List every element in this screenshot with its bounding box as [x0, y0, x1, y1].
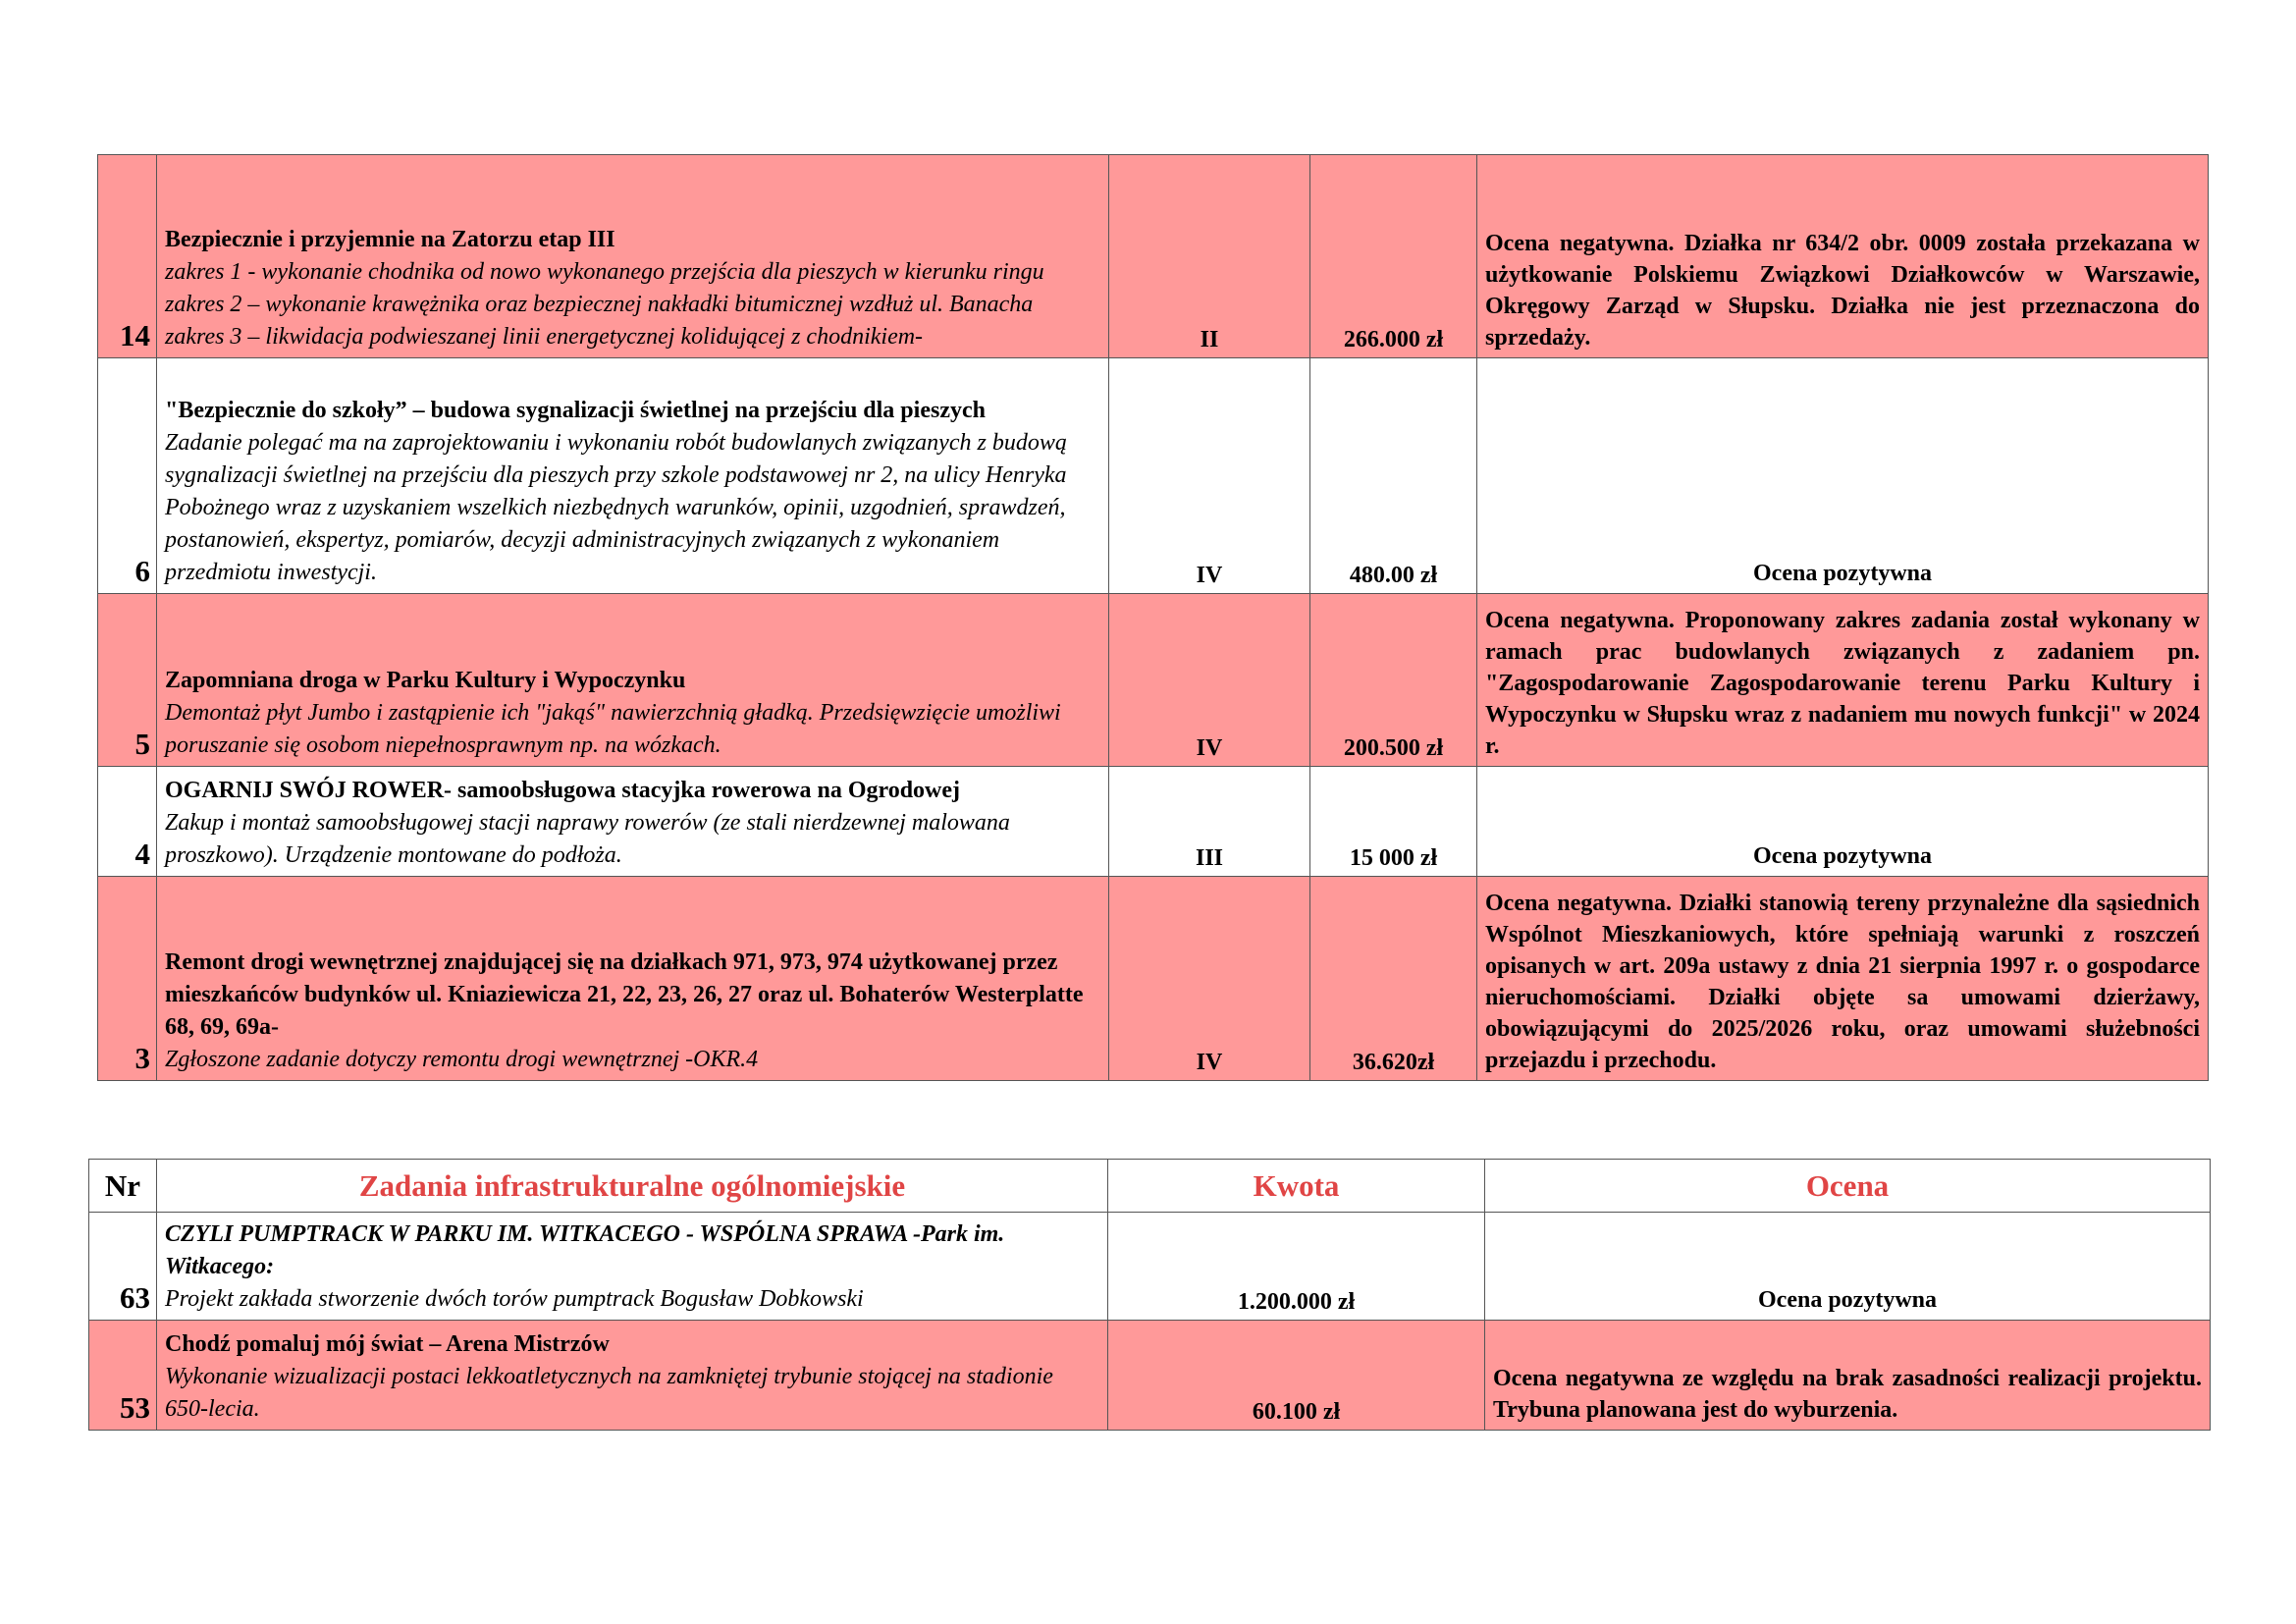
project-title: CZYLI PUMPTRACK W PARKU IM. WITKACEGO - WSPÓLNA SPRAWA -Park im. Witkacego:: [165, 1221, 1005, 1279]
project-details: Projekt zakłada stworzenie dwóch torów pumptrack Bogusław Dobkowski: [165, 1286, 864, 1312]
project-category: II: [1109, 155, 1310, 358]
project-category: IV: [1109, 877, 1310, 1081]
project-description: [157, 155, 1109, 358]
header-nr: Nr: [89, 1160, 157, 1213]
project-evaluation: Ocena negatywna. Proponowany zakres zadania został wykonany w ramach prac budowlanych związanych z zadaniem pn. "Zagospodarowanie Zagospodarowanie terenu Parku Kultury i Wypoczynku w Słupsku wraz z nadaniem mu nowych funkcji" w 2024 r.: [1477, 594, 2209, 767]
projects-table-top: [97, 154, 2209, 1081]
table-row: [98, 358, 2209, 594]
project-evaluation: Ocena negatywna. Działka nr 634/2 obr. 0009 została przekazana w użytkowanie Polskiemu Związkowi Działkowców w Warszawie, Okręgowy Zarząd w Słupsku. Działka nie jest przeznaczona do sprzedaży.: [1477, 155, 2209, 358]
project-evaluation: Ocena pozytywna: [1477, 767, 2209, 877]
project-category: IV: [1109, 358, 1310, 594]
project-amount: 200.500 zł: [1310, 594, 1477, 767]
project-category: IV: [1109, 594, 1310, 767]
table-row: [98, 767, 2209, 877]
project-scope-1: zakres 1 - wykonanie chodnika od nowo wykonanego przejścia dla pieszych w kierunku ringu: [165, 259, 1044, 285]
projects-table-citywide: [88, 1159, 2211, 1431]
header-amount: Kwota: [1108, 1160, 1485, 1213]
project-amount: 15 000 zł: [1310, 767, 1477, 877]
project-description: [157, 767, 1109, 877]
project-number: 3: [98, 877, 157, 1081]
project-description: [157, 1213, 1108, 1321]
project-number: 4: [98, 767, 157, 877]
project-number: 14: [98, 155, 157, 358]
project-title: OGARNIJ SWÓJ ROWER- samoobsługowa stacyjka rowerowa na Ogrodowej: [165, 778, 961, 803]
project-number: 53: [89, 1321, 157, 1431]
project-scope-3: zakres 3 – likwidacja podwieszanej linii energetycznej kolidującej z chodnikiem-: [165, 324, 924, 350]
header-task: Zadania infrastrukturalne ogólnomiejskie: [157, 1160, 1108, 1213]
project-evaluation: Ocena pozytywna: [1477, 358, 2209, 594]
table-row: [98, 877, 2209, 1081]
table-row: [98, 594, 2209, 767]
project-details: Zadanie polegać ma na zaprojektowaniu i wykonaniu robót budowlanych związanych z budową sygnalizacji świetlnej na przejściu dla pieszych przy szkole podstawowej nr 2, na ulicy Henryka Pobożnego wraz z uzyskaniem wszelkich niezbędnych warunków, opinii, uzgodnień, sprawdzeń, postanowień, ekspertyz, pomiarów, decyzji administracyjnych związanych z wykonaniem przedmiotu inwestycji.: [165, 430, 1067, 585]
project-details: Zakup i montaż samoobsługowej stacji naprawy rowerów (ze stali nierdzewnej malowana proszkowo). Urządzenie montowane do podłoża.: [165, 810, 1010, 868]
project-details: Wykonanie wizualizacji postaci lekkoatletycznych na zamkniętej trybunie stojącej na stadionie 650-lecia.: [165, 1364, 1053, 1422]
table-row: [89, 1213, 2211, 1321]
project-evaluation: Ocena negatywna ze względu na brak zasadności realizacji projektu. Trybuna planowana jest do wyburzenia.: [1485, 1321, 2211, 1431]
project-number: 6: [98, 358, 157, 594]
project-scope-2: zakres 2 – wykonanie krawężnika oraz bezpiecznej nakładki bitumicznej wzdłuż ul. Banacha: [165, 292, 1034, 317]
project-number: 5: [98, 594, 157, 767]
project-evaluation: Ocena pozytywna: [1485, 1213, 2211, 1321]
project-title: Chodź pomaluj mój świat – Arena Mistrzów: [165, 1331, 610, 1357]
project-title: Remont drogi wewnętrznej znajdującej się na działkach 971, 973, 974 użytkowanej przez mieszkańców budynków ul. Kniaziewicza 21, 22, 23, 26, 27 oraz ul. Bohaterów Westerplatte 68, 69, 69a-: [165, 949, 1084, 1040]
table-row: [89, 1321, 2211, 1431]
project-description: [157, 594, 1109, 767]
project-title: "Bezpiecznie do szkoły” – budowa sygnalizacji świetlnej na przejściu dla pieszych: [165, 398, 986, 423]
project-description: [157, 1321, 1108, 1431]
project-title: Zapomniana droga w Parku Kultury i Wypoczynku: [165, 668, 686, 693]
project-details: Zgłoszone zadanie dotyczy remontu drogi wewnętrznej -OKR.4: [165, 1047, 759, 1072]
project-title: Bezpiecznie i przyjemnie na Zatorzu etap III: [165, 227, 615, 252]
project-evaluation: Ocena negatywna. Działki stanowią tereny przynależne dla sąsiednich Wspólnot Mieszkaniowych, które spełniają warunki z roszczeń opisanych w art. 209a ustawy z dnia 21 sierpnia 1997 r. o gospodarce nieruchomościami. Działki objęte sa umowami dzierżawy, obowiązującymi do 2025/2026 roku, oraz umowami służebności przejazdu i przechodu.: [1477, 877, 2209, 1081]
project-amount: 480.00 zł: [1310, 358, 1477, 594]
table-row: [98, 155, 2209, 358]
table-header-row: [89, 1160, 2211, 1213]
project-category: III: [1109, 767, 1310, 877]
project-amount: 266.000 zł: [1310, 155, 1477, 358]
project-amount: 60.100 zł: [1108, 1321, 1485, 1431]
project-details: Demontaż płyt Jumbo i zastąpienie ich "jakąś" nawierzchnią gładką. Przedsięwzięcie umożliwi poruszanie się osobom niepełnosprawnym np. na wózkach.: [165, 700, 1061, 758]
project-amount: 1.200.000 zł: [1108, 1213, 1485, 1321]
project-number: 63: [89, 1213, 157, 1321]
project-amount: 36.620zł: [1310, 877, 1477, 1081]
project-description: [157, 358, 1109, 594]
header-evaluation: Ocena: [1485, 1160, 2211, 1213]
project-description: [157, 877, 1109, 1081]
